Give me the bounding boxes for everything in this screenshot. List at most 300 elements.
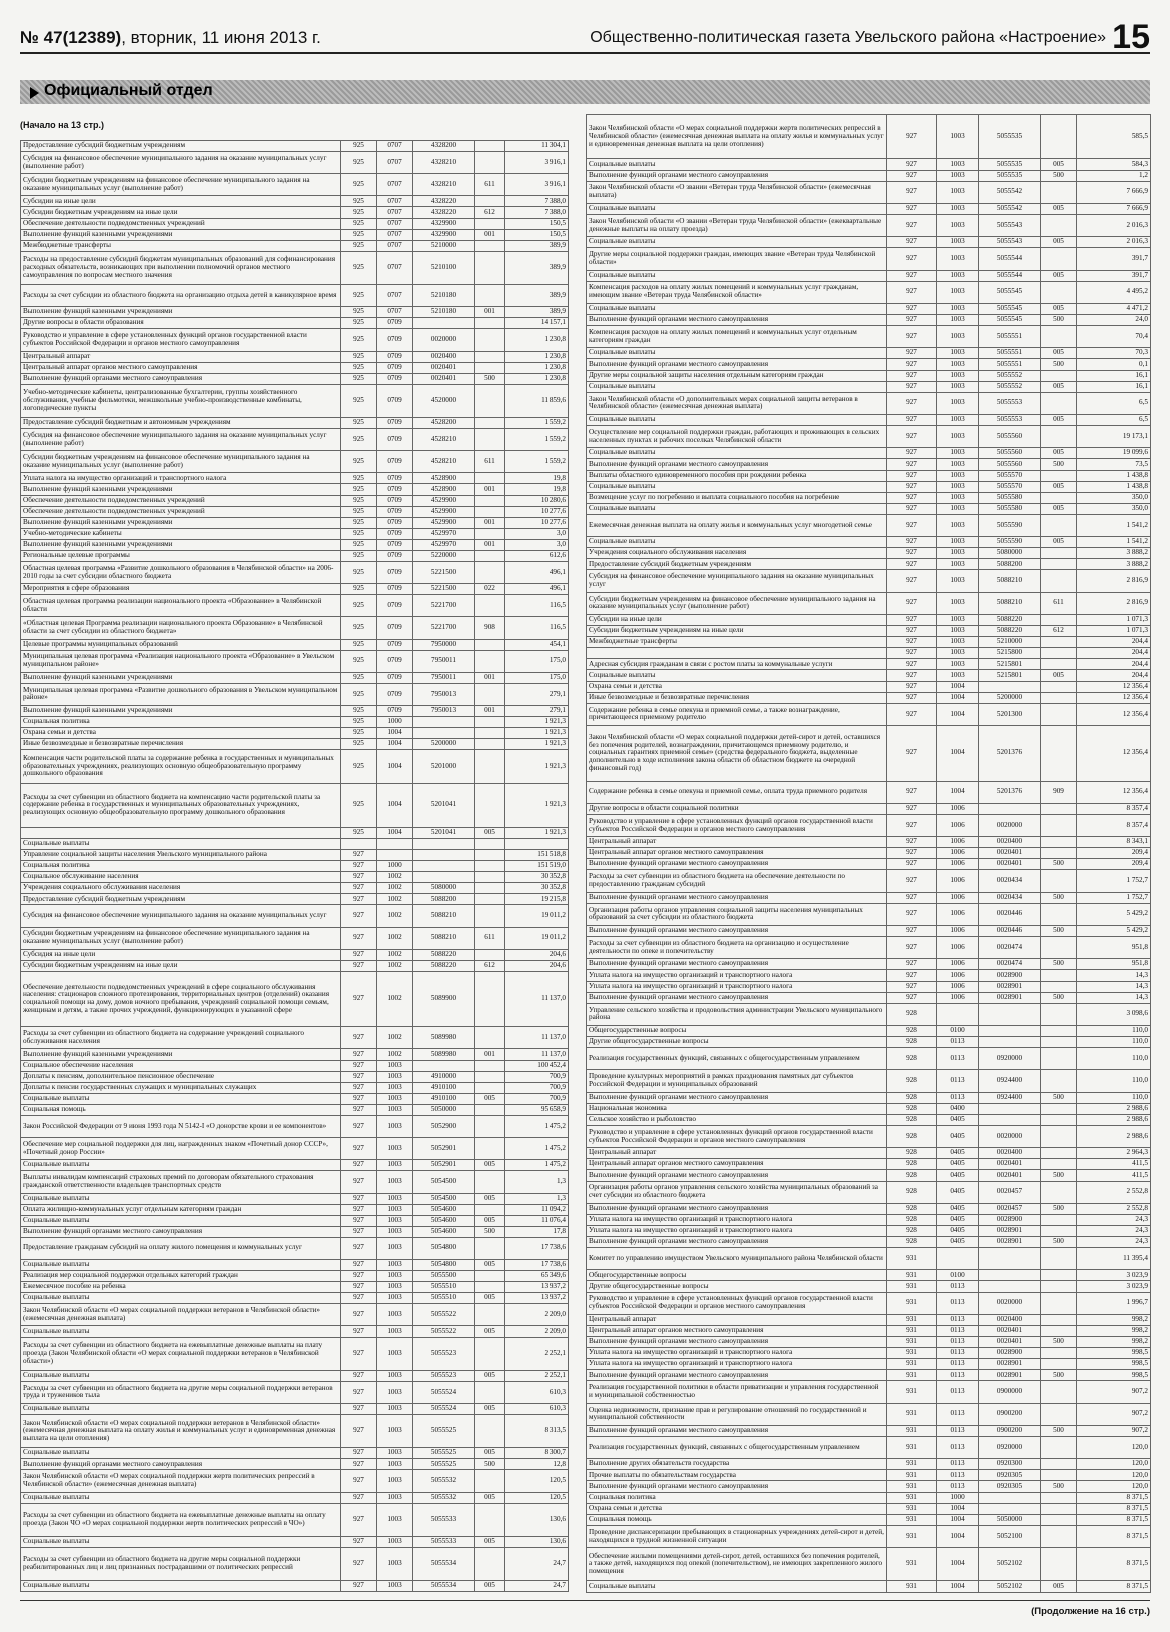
target-code: 4528210 — [413, 451, 475, 473]
table-row — [21, 1459, 569, 1470]
target-code: 5055525 — [413, 1459, 475, 1470]
expense-type — [475, 739, 505, 750]
expense-type: 001 — [475, 307, 505, 318]
ved-code: 927 — [341, 949, 377, 960]
row-name: Социальные выплаты — [21, 1370, 341, 1381]
row-name: Организация работы органов управления социальной защиты населения муниципальных образований за счет субсидии из областного бюджета — [587, 903, 887, 925]
section-code: 0707 — [377, 307, 413, 318]
expense-type — [1041, 1525, 1077, 1547]
expense-type: 001 — [475, 229, 505, 240]
expense-type: 005 — [475, 1492, 505, 1503]
section-code: 0709 — [377, 373, 413, 384]
table-row — [21, 1581, 569, 1592]
ved-code: 927 — [887, 892, 937, 903]
ved-code: 931 — [887, 1548, 937, 1581]
target-code: 5200000 — [413, 739, 475, 750]
row-name: Субсидия на финансовое обеспечение муниципального задания на оказание муниципальных услуг — [587, 570, 887, 592]
row-name: Центральный аппарат органов местного самоуправления — [587, 1159, 887, 1170]
table-row — [587, 214, 1151, 236]
target-code: 0020457 — [979, 1181, 1041, 1203]
expense-type: 005 — [1041, 414, 1077, 425]
table-row — [21, 717, 569, 728]
row-name: Выполнение функций органами местного самоуправления — [587, 170, 887, 181]
target-code: 5055532 — [413, 1492, 475, 1503]
amount: 17 738,6 — [505, 1259, 569, 1270]
section-code: 1004 — [937, 1514, 979, 1525]
target-code: 0028901 — [979, 1359, 1041, 1370]
ved-code: 925 — [341, 329, 377, 351]
table-row — [587, 837, 1151, 848]
amount: 6,5 — [1077, 392, 1151, 414]
amount: 1 752,7 — [1077, 870, 1151, 892]
expense-type — [475, 495, 505, 506]
amount: 8 371,5 — [1077, 1514, 1151, 1525]
table-row — [587, 1181, 1151, 1203]
target-code: 5055525 — [413, 1415, 475, 1448]
table-row — [587, 514, 1151, 536]
ved-code: 925 — [341, 562, 377, 584]
target-code: 5055553 — [979, 392, 1041, 414]
row-name: Выполнение функций органами местного самоуправления — [587, 1092, 887, 1103]
amount: 11 137,0 — [505, 971, 569, 1026]
ved-code: 927 — [887, 159, 937, 170]
row-name: Охрана семьи и детства — [21, 728, 341, 739]
ved-code: 927 — [341, 1459, 377, 1470]
section-code — [377, 850, 413, 861]
expense-type — [475, 1237, 505, 1259]
amount: 8 371,5 — [1077, 1581, 1151, 1592]
amount: 12 356,4 — [1077, 692, 1151, 703]
target-code: 5055542 — [979, 181, 1041, 203]
table-row — [21, 1337, 569, 1370]
row-name: Охрана семьи и детства — [587, 681, 887, 692]
amount: 2 016,3 — [1077, 237, 1151, 248]
expense-type — [1041, 1003, 1077, 1025]
expense-type — [1041, 870, 1077, 892]
table-row — [587, 115, 1151, 159]
row-name: Учебно-методические кабинеты, централизованные бухгалтерии, группы хозяйственного обслуживания, учебные фильмотеки, межшкольные учебно-производственные комбинаты, логопедические пункты — [21, 384, 341, 417]
table-row — [21, 1304, 569, 1326]
section-code: 0709 — [377, 517, 413, 528]
row-name: Социальные выплаты — [587, 503, 887, 514]
row-name: Расходы за счет субвенции из областного бюджета на содержание учреждений социального обслуживания населения — [21, 1027, 341, 1049]
row-name: Предоставление субсидий бюджетным учреждениям — [587, 559, 887, 570]
row-name: Закон Челябинской области «О мерах социальной поддержки детей-сирот и детей, оставшихся без попечения родителей, вознаграждении, причитающемся приемному родителю, и социальных гарантиях приемной семье» (средства федерального бюджета, выделенные дополнительно в ходе исполнения закона области об областном бюджете на очередной финансовый год) — [587, 726, 887, 782]
expense-type — [1041, 1292, 1077, 1314]
ved-code: 925 — [341, 417, 377, 428]
amount: 100 452,4 — [505, 1060, 569, 1071]
expense-type — [1041, 426, 1077, 448]
section-code: 1006 — [937, 925, 979, 936]
amount: 2 252,1 — [505, 1370, 569, 1381]
ved-code: 927 — [341, 905, 377, 927]
section-code: 1003 — [937, 203, 979, 214]
target-code: 0020457 — [979, 1203, 1041, 1214]
section-code: 0113 — [937, 1092, 979, 1103]
row-name: Обеспечение мер социальной поддержки для лиц, награжденных знаком «Почетный донор СССР», «Почетный донор России» — [21, 1138, 341, 1160]
row-name: Субсидии на иные цели — [21, 196, 341, 207]
row-name: Выполнение функций казенными учреждениями — [21, 517, 341, 528]
row-name: Компенсация расходов на оплату жилых помещений и коммунальных услуг отдельным категориям граждан — [587, 326, 887, 348]
expense-type: 500 — [1041, 170, 1077, 181]
ved-code: 925 — [341, 639, 377, 650]
row-name: Субсидии на иные цели — [587, 614, 887, 625]
ved-code: 928 — [887, 1170, 937, 1181]
table-row — [587, 459, 1151, 470]
table-row — [21, 539, 569, 550]
ved-code: 925 — [341, 351, 377, 362]
target-code: 4328210 — [413, 174, 475, 196]
ved-code: 927 — [341, 960, 377, 971]
table-row — [21, 706, 569, 717]
row-name: Расходы на предоставление субсидий бюджетам муниципальных образований для софинансирования расходных обязательств, возникающих при выполнении полномочий органов местного самоуправления по вопросам местного значения — [21, 251, 341, 284]
ved-code: 927 — [341, 883, 377, 894]
row-name: Центральный аппарат — [587, 837, 887, 848]
amount: 204,6 — [505, 960, 569, 971]
target-code: 5054600 — [413, 1204, 475, 1215]
ved-code: 927 — [341, 872, 377, 883]
target-code: 5055510 — [413, 1282, 475, 1293]
amount: 5 429,2 — [1077, 903, 1151, 925]
expense-type: 005 — [475, 1448, 505, 1459]
expense-type: 611 — [475, 927, 505, 949]
row-name: Общегосударственные вопросы — [587, 1270, 887, 1281]
target-code — [413, 318, 475, 329]
target-code: 5215801 — [979, 670, 1041, 681]
row-name: Социальные выплаты — [21, 1492, 341, 1503]
target-code: 5055543 — [979, 214, 1041, 236]
table-row — [21, 617, 569, 639]
table-row — [21, 1536, 569, 1547]
amount: 8 371,5 — [1077, 1492, 1151, 1503]
amount: 391,7 — [1077, 270, 1151, 281]
target-code: 4528210 — [413, 429, 475, 451]
row-name: Социальные выплаты — [21, 1404, 341, 1415]
row-name: Ежемесячная денежная выплата на оплату жилья и коммунальных услуг многодетной семье — [587, 514, 887, 536]
table-row — [587, 1248, 1151, 1270]
expense-type: 005 — [1041, 237, 1077, 248]
section-code: 1004 — [377, 728, 413, 739]
section-code: 1003 — [937, 470, 979, 481]
target-code: 5088210 — [979, 570, 1041, 592]
table-row — [587, 570, 1151, 592]
expense-type — [1041, 703, 1077, 725]
amount: 120,5 — [505, 1492, 569, 1503]
row-name: Проведение диспансеризации пребывающих в стационарных учреждениях детей-сирот и детей, находящихся в трудной жизненной ситуации — [587, 1525, 887, 1547]
row-name: Уплата налога на имущество организаций и транспортного налога — [587, 970, 887, 981]
section-code: 0113 — [937, 1481, 979, 1492]
row-name — [21, 827, 341, 838]
amount: 12 356,4 — [1077, 703, 1151, 725]
table-row — [21, 429, 569, 451]
target-code: 0900200 — [979, 1403, 1041, 1425]
ved-code: 925 — [341, 683, 377, 705]
section-code: 0405 — [937, 1203, 979, 1214]
section-code: 1000 — [377, 861, 413, 872]
table-row — [587, 937, 1151, 959]
target-code: 7950000 — [413, 639, 475, 650]
ved-code: 927 — [887, 237, 937, 248]
table-row — [21, 960, 569, 971]
expense-type: 005 — [475, 1326, 505, 1337]
row-name: Выполнение функций органами местного самоуправления — [21, 373, 341, 384]
expense-type — [1041, 181, 1077, 203]
section-band — [20, 80, 1150, 104]
target-code: 0920305 — [979, 1470, 1041, 1481]
ved-code: 925 — [341, 672, 377, 683]
ved-code: 927 — [341, 1548, 377, 1581]
row-name: Выполнение функций органами местного самоуправления — [587, 1425, 887, 1436]
section-code: 1003 — [937, 659, 979, 670]
target-code: 0020474 — [979, 937, 1041, 959]
row-name: Межбюджетные трансферты — [587, 637, 887, 648]
ved-code: 927 — [887, 959, 937, 970]
amount: 175,0 — [505, 672, 569, 683]
table-row — [587, 303, 1151, 314]
amount: 95 658,9 — [505, 1104, 569, 1115]
ved-code: 927 — [887, 326, 937, 348]
table-row — [587, 281, 1151, 303]
amount: 120,0 — [1077, 1459, 1151, 1470]
target-code: 4329900 — [413, 229, 475, 240]
row-name: Закон Челябинской области «О звании «Ветеран труда Челябинской области» (ежемесячная выплата) — [587, 181, 887, 203]
target-code: 5055544 — [979, 270, 1041, 281]
left-column — [20, 140, 568, 1592]
target-code: 5055580 — [979, 503, 1041, 514]
row-name: Другие общегосударственные вопросы — [587, 1037, 887, 1048]
target-code: 5210000 — [413, 240, 475, 251]
masthead — [20, 18, 1150, 56]
target-code — [979, 1503, 1041, 1514]
expense-type — [1041, 1181, 1077, 1203]
amount: 350,0 — [1077, 503, 1151, 514]
amount: 1 071,3 — [1077, 614, 1151, 625]
target-code — [413, 717, 475, 728]
row-name: Социальные выплаты — [587, 537, 887, 548]
section-code: 1000 — [937, 1492, 979, 1503]
table-row — [587, 1214, 1151, 1225]
section-code: 1003 — [377, 1503, 413, 1536]
section-code — [937, 1003, 979, 1025]
row-name: Социальные выплаты — [587, 448, 887, 459]
section-code: 1003 — [937, 314, 979, 325]
target-code: 5201300 — [979, 703, 1041, 725]
section-code: 0709 — [377, 384, 413, 417]
amount: 389,9 — [505, 307, 569, 318]
table-row — [587, 959, 1151, 970]
target-code: 4529900 — [413, 506, 475, 517]
row-name: Обеспечение деятельности подведомственных учреждений — [21, 218, 341, 229]
target-code: 4328210 — [413, 152, 475, 174]
amount: 1 921,3 — [505, 750, 569, 783]
section-code: 1003 — [377, 1293, 413, 1304]
expense-type — [475, 329, 505, 351]
target-code: 5055590 — [979, 514, 1041, 536]
ved-code: 927 — [341, 1326, 377, 1337]
target-code: 5055533 — [413, 1503, 475, 1536]
amount: 19 173,1 — [1077, 426, 1151, 448]
amount: 19 011,2 — [505, 927, 569, 949]
section-code: 0707 — [377, 251, 413, 284]
ved-code: 925 — [341, 728, 377, 739]
expense-type — [1041, 692, 1077, 703]
section-code — [937, 1248, 979, 1270]
amount: 612,6 — [505, 550, 569, 561]
row-name: Выполнение функций органами местного самоуправления — [21, 1226, 341, 1237]
expense-type — [475, 717, 505, 728]
table-row — [21, 174, 569, 196]
section-code: 1003 — [377, 1492, 413, 1503]
ved-code: 927 — [887, 570, 937, 592]
table-row — [21, 827, 569, 838]
amount: 8 313,5 — [505, 1415, 569, 1448]
amount: 11 094,2 — [505, 1204, 569, 1215]
ved-code: 927 — [341, 1503, 377, 1536]
target-code: 4528900 — [413, 484, 475, 495]
target-code: 5055545 — [979, 303, 1041, 314]
table-row — [587, 859, 1151, 870]
ved-code: 925 — [341, 783, 377, 827]
section-code: 1003 — [377, 1093, 413, 1104]
target-code: 5055535 — [979, 159, 1041, 170]
amount: 411,5 — [1077, 1159, 1151, 1170]
target-code: 5055553 — [979, 414, 1041, 425]
row-name: Проведение культурных мероприятий в рамках празднования памятных дат субъектов Российской Федерации и муниципальных образований — [587, 1070, 887, 1092]
target-code: 0900200 — [979, 1425, 1041, 1436]
expense-type — [475, 1204, 505, 1215]
expense-type — [1041, 903, 1077, 925]
ved-code: 927 — [341, 1337, 377, 1370]
section-code: 0113 — [937, 1437, 979, 1459]
section-code: 1003 — [937, 370, 979, 381]
page-number: 15 — [1112, 18, 1150, 56]
ved-code: 927 — [887, 726, 937, 782]
target-code — [413, 838, 475, 849]
section-code: 1004 — [937, 703, 979, 725]
target-code: 5055545 — [979, 281, 1041, 303]
table-row — [587, 903, 1151, 925]
ved-code: 927 — [341, 1226, 377, 1237]
ved-code: 931 — [887, 1292, 937, 1314]
expense-type — [475, 141, 505, 152]
amount: 110,0 — [1077, 1092, 1151, 1103]
row-name: Уплата налога на имущество организаций и транспортного налога — [587, 1214, 887, 1225]
section-code: 1003 — [937, 270, 979, 281]
section-code: 1003 — [377, 1459, 413, 1470]
row-name: Социальные выплаты — [21, 1326, 341, 1337]
expense-type — [1041, 392, 1077, 414]
ved-code: 925 — [341, 229, 377, 240]
table-row — [21, 739, 569, 750]
table-row — [587, 892, 1151, 903]
table-row — [587, 314, 1151, 325]
ved-code: 927 — [341, 1536, 377, 1547]
row-name: Социальные выплаты — [21, 1536, 341, 1547]
row-name: Закон Челябинской области «О мерах социальной поддержки жертв политических репрессий в Челябинской области» (ежемесячная денежная выплата на оплату жилья и коммунальных услуг и единовременная денежная выплата на цели отопления) — [587, 115, 887, 159]
table-row — [587, 1292, 1151, 1314]
expense-type — [475, 1071, 505, 1082]
target-code: 4910000 — [413, 1071, 475, 1082]
table-row — [21, 1104, 569, 1115]
row-name: Расходы за счет субвенции из областного бюджета на ежевыплатные денежные выплаты на плату проезда (Закон Челябинской области «О мерах социальной поддержки ветеранов в Челябинской области») — [21, 1337, 341, 1370]
amount: 3 888,2 — [1077, 548, 1151, 559]
amount: 110,0 — [1077, 1048, 1151, 1070]
section-code: 1003 — [377, 1060, 413, 1071]
expense-type: 500 — [1041, 892, 1077, 903]
expense-type: 500 — [1041, 1425, 1077, 1436]
target-code: 0020446 — [979, 903, 1041, 925]
ved-code: 927 — [341, 1215, 377, 1226]
ved-code: 925 — [341, 717, 377, 728]
section-code: 1004 — [937, 1548, 979, 1581]
row-name: Выполнение функций казенными учреждениями — [21, 539, 341, 550]
section-code: 1003 — [937, 359, 979, 370]
expense-type — [1041, 1037, 1077, 1048]
target-code: 7950013 — [413, 683, 475, 705]
row-name: Выполнение функций органами местного самоуправления — [587, 992, 887, 1003]
row-name: Другие общегосударственные вопросы — [587, 1281, 887, 1292]
expense-type: 001 — [475, 484, 505, 495]
target-code: 0028901 — [979, 981, 1041, 992]
table-row — [21, 683, 569, 705]
section-code: 1003 — [377, 1193, 413, 1204]
row-name: Реализация мер социальной поддержки отдельных категорий граждан — [21, 1271, 341, 1282]
section-code: 1003 — [937, 626, 979, 637]
section-code: 1006 — [937, 859, 979, 870]
expense-type — [1041, 1281, 1077, 1292]
row-name: Закон Челябинской области «О мерах социальной поддержки ветеранов в Челябинской области» (ежемесячная денежная выплата на оплату жилья и коммунальных услуг и единовременная денежная выплата на цели отопления) — [21, 1415, 341, 1448]
ved-code: 931 — [887, 1492, 937, 1503]
amount: 19 099,6 — [1077, 448, 1151, 459]
ved-code: 928 — [887, 1003, 937, 1025]
section-code: 0100 — [937, 1270, 979, 1281]
table-row — [587, 1148, 1151, 1159]
amount: 496,1 — [505, 584, 569, 595]
table-row — [21, 218, 569, 229]
ved-code: 927 — [887, 370, 937, 381]
target-code: 0020401 — [413, 373, 475, 384]
table-row — [587, 870, 1151, 892]
ved-code: 927 — [341, 850, 377, 861]
expense-type — [1041, 1214, 1077, 1225]
target-code: 0020401 — [979, 859, 1041, 870]
amount: 998,5 — [1077, 1348, 1151, 1359]
ved-code: 931 — [887, 1370, 937, 1381]
table-row — [21, 894, 569, 905]
table-row — [21, 1293, 569, 1304]
section-code: 0405 — [937, 1159, 979, 1170]
expense-type — [475, 528, 505, 539]
amount: 389,9 — [505, 240, 569, 251]
expense-type — [475, 850, 505, 861]
ved-code: 927 — [341, 1060, 377, 1071]
amount: 3 023,9 — [1077, 1270, 1151, 1281]
expense-type — [475, 949, 505, 960]
ved-code: 927 — [341, 1115, 377, 1137]
table-row — [587, 481, 1151, 492]
amount: 1 921,3 — [505, 739, 569, 750]
row-name: Обеспечение деятельности подведомственных учреждений — [21, 495, 341, 506]
ved-code: 927 — [341, 1027, 377, 1049]
table-row — [21, 1282, 569, 1293]
target-code: 0020000 — [979, 1292, 1041, 1314]
row-name: Субсидии бюджетным учреждениям на финансовое обеспечение муниципального задания на оказание муниципальных услуг (выполнение работ) — [21, 927, 341, 949]
expense-type — [1041, 1148, 1077, 1159]
amount: 110,0 — [1077, 1070, 1151, 1092]
ved-code: 927 — [341, 1237, 377, 1259]
row-name: Расходы за счет субсидии из областного бюджета на организацию отдыха детей в каникулярное время — [21, 285, 341, 307]
row-name: Выполнение функций казенными учреждениями — [21, 229, 341, 240]
